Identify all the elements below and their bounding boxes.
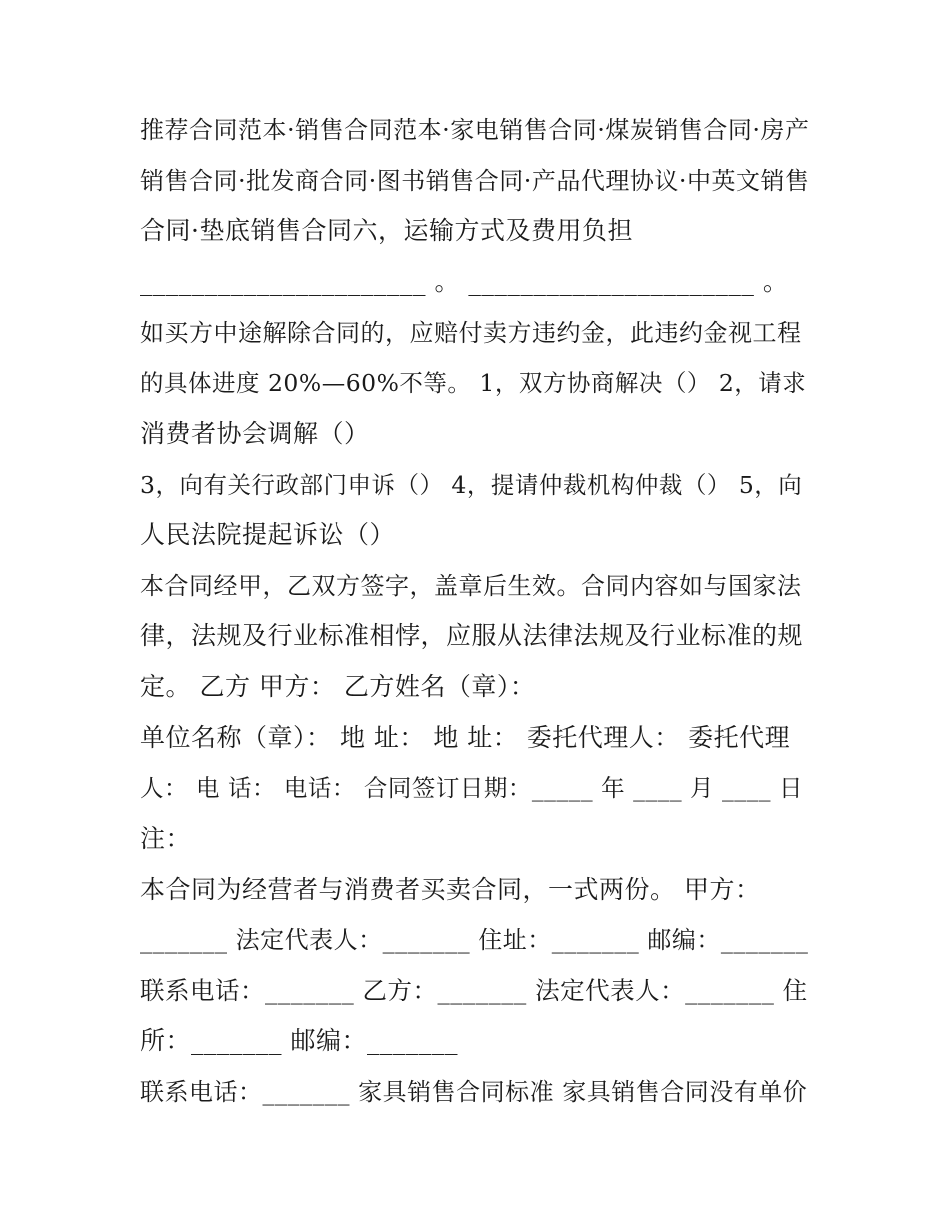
text-line: 的具体进度 20%—60%不等。 1，双方协商解决（） 2，请求 xyxy=(140,369,807,397)
text-line: 律，法规及行业标准相悖，应服从法律法规及行业标准的规 xyxy=(140,621,804,650)
text-line: 本合同为经营者与消费者买卖合同，一式两份。 甲方： xyxy=(140,875,761,904)
text-line: 合同·垫底销售合同六，运输方式及费用负担 xyxy=(140,216,633,245)
text-line: 联系电话：_______ 乙方：_______ 法定代表人：_______ 住 xyxy=(140,976,808,1005)
text-line: 消费者协会调解（） xyxy=(140,419,370,448)
blank-line: ______________________ 。 ______________________ 。 xyxy=(140,267,789,296)
text-line: 销售合同·批发商合同·图书销售合同·产品代理协议·中英文销售 xyxy=(140,167,810,195)
text-line: 所：_______ 邮编：_______ xyxy=(140,1026,458,1055)
text-line: 人民法院提起诉讼（） xyxy=(140,520,396,549)
text-line: 联系电话：_______ 家具销售合同标准 家具销售合同没有单价 xyxy=(140,1078,808,1106)
text-line: 3，向有关行政部门申诉（） 4，提请仲裁机构仲裁（） 5，向 xyxy=(140,471,803,499)
text-line: 单位名称（章）： 地 址： 地 址： 委托代理人： 委托代理 xyxy=(140,723,791,752)
text-line: 注： xyxy=(140,824,192,853)
text-line: 人： 电 话： 电话： 合同签订日期：_____ 年 ____ 月 ____ 日 xyxy=(140,774,803,802)
text-line: 定。 乙方 甲方： 乙方姓名（章）： xyxy=(140,672,536,701)
text-line: 本合同经甲，乙双方签字，盖章后生效。合同内容如与国家法 xyxy=(140,572,802,600)
text-line: _______ 法定代表人：_______ 住址：_______ 邮编：_______ xyxy=(140,926,809,954)
text-line: 推荐合同范本·销售合同范本·家电销售合同·煤炭销售合同·房产 xyxy=(140,116,810,144)
text-line: 如买方中途解除合同的，应赔付卖方违约金，此违约金视工程 xyxy=(140,319,802,347)
